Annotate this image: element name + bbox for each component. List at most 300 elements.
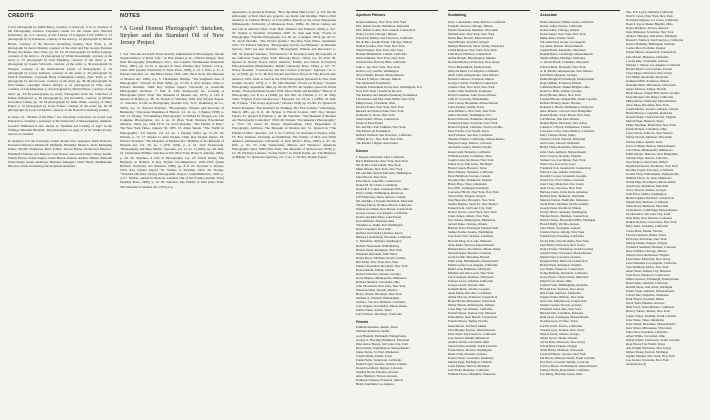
list-item: Barbara Katz, Pittsburgh, Pennsylvania [448, 226, 499, 231]
list-item: Lillian Foster, Birmingham, Alabama [540, 283, 588, 288]
credits-heading: CREDITS [8, 13, 34, 19]
list-item: Marian Sander, Eugene, Oregon [626, 240, 668, 245]
list-item: Thomas Page, Denver, Colorado [626, 155, 668, 160]
list-item: Lucille Grant, Fresno, California [540, 323, 582, 328]
list-item: Joan Wagner, Providence, Rhode Island [356, 304, 407, 309]
list-item: Irving Fleming, Riverside, California [540, 270, 588, 275]
list-item: Helen Ferguson, Charlotte, North Carolina [448, 125, 503, 130]
patrons-heading: Aperture Patrons [356, 13, 386, 17]
list-item: David Lapadula, New York [356, 227, 391, 232]
sustaining-list [448, 20, 530, 376]
list-item: Allen Slater, Kansas City, Missouri [626, 269, 671, 273]
list-item: Martin Faye, Lawrence, Kansas [540, 254, 581, 259]
list-item: Nora Hill, Lexington, Kentucky [448, 185, 489, 190]
list-item: Ross Wood, Fort Worth, Texas [626, 341, 665, 346]
list-item: Elaine Gray, Ann Arbor, Michigan [448, 161, 492, 166]
list-item: Victor Brounshtein, Pennsylvania [448, 64, 491, 69]
list-item: Milton Young, Detroit, Michigan [626, 349, 669, 354]
list-item: Thomas Doyle, Hamden, Connecticut [540, 214, 589, 219]
list-item: Sheldon Baker, Hastings, Nebraska [540, 56, 586, 61]
list-item: William Gordon, Columbus, Ohio [448, 153, 492, 158]
staff-credits-paragraph: In Aperture 115 the following credits should have appeared: Mark Holborn, Executive Director; Michael E. Hoffman, Publisher; Diana C. Stoll, Managing Editor; Phyllis Thompson Reid, Editor; Stevan Baron, Production Director; Elizabeth Ordonez, Art Director; Lisa Rosset, Associate Editor; Nancy Grubb, Wendy Byrne, Jackie Sugrue, Karin Haack, Interns; Andrew Wilkes, Editorial Work-Study; Susan Anderson, Business Manager; Linda Neely, Membership Director; Jason Greenberg, Development Assistant. [8, 139, 112, 168]
list-item: Harold Mead, Coral Gables, Florida [626, 66, 673, 71]
list-item: Irma Riley, New Orleans, Louisiana [626, 216, 672, 221]
list-item: Ann Gale, Middletown, Connecticut [540, 299, 587, 304]
list-item: Gerald Lamb, Honolulu, Hawaii [448, 254, 490, 259]
list-item: Harold Green, Houston, Texas [448, 165, 487, 170]
list-item: David Pierce, Durham, North Carolina [356, 255, 406, 260]
list-item: Clara Meyer, Princeton, New Jersey [626, 70, 673, 75]
list-item: Emily Newman, Bronxville, New York [626, 123, 676, 128]
list-item: Jack Hoffman, Sherman Oaks [356, 219, 395, 224]
list-item: Arthur Marcus, Stamford, Connecticut [448, 295, 498, 300]
list-item: Frank B. Alvarez, Chicago, Illinois [448, 24, 493, 29]
list-item: Norman Goss, El Paso, Texas [540, 319, 578, 324]
list-item: George Dean, Rockford, Illinois [540, 206, 582, 211]
list-item: Jerome Perry, Philadelphia, Pennsylvania [626, 171, 679, 176]
list-item: Stephen Hecht, Phoenix, Arizona [356, 369, 399, 374]
list-item: Joseph Grant, Rochester, New York [448, 157, 494, 162]
list-item: Robert Owen, Louisville, Kentucky [448, 355, 494, 360]
list-item: Douglas Field, Hartford, Connecticut [540, 258, 588, 263]
list-item: Lionel Bergson, New York, New York [448, 48, 497, 53]
list-item: Samuel Keller, Seattle, Washington [448, 230, 494, 235]
list-item: Leonard Boone, Chapel Hill, North Carolina [540, 96, 597, 101]
list-item: Mrs. O.P. Leary, Oakland, California [626, 10, 673, 14]
list-item: Marjorie Bush, Los Angeles, California [448, 68, 499, 73]
list-item: Irene Walsh, Brookline, Massachusetts [626, 321, 676, 326]
list-item: Grace O’Brien, Boston, Massachusetts [626, 143, 676, 148]
list-item: Hazel Stark, Oakland, California [626, 281, 668, 286]
list-item: Susan Sundt, Wilton, Connecticut [356, 117, 400, 122]
list-item: Edward P. Dudley, San Francisco, California [356, 36, 413, 41]
list-item: Jack Murphy, Boston, Massachusetts [448, 327, 496, 332]
list-item: Gordon Rich, Salt Lake City, Utah [626, 212, 671, 217]
list-item: Howard King, St. Louis, Missouri [448, 238, 492, 243]
list-item: Mr. and Mrs. Paul Tishman, New York [356, 125, 406, 130]
list-item: Patricia Drake, Bloomfield Hills, Michigan [540, 218, 596, 223]
list-item: Jean Parks, Berkeley, California [448, 368, 489, 373]
list-item: Alexander Gentry, Miami, Florida [448, 145, 492, 150]
sustaining-heading: Sustaining [448, 13, 467, 17]
list-item: Mrs. Daniel Cohen, New Canaan, Connecticut [356, 28, 416, 33]
list-item: Laura Dennis, Austin, Texas [448, 104, 485, 109]
list-item: Ronald Baird, Cambridge, Massachusetts [540, 52, 593, 57]
list-item: Richard Bradley, Reno, Nevada [540, 100, 581, 105]
list-item: Frank Olsen, Tacoma, Washington [448, 347, 492, 352]
notes-heading: NOTES [120, 13, 141, 19]
list-item: Kenneth L. Block, Wilmington, Delaware [540, 104, 594, 109]
list-item: Norman Brenton, Princeton, New Jersey [448, 60, 500, 65]
list-item: Robert Allen, Chicago, Illinois [540, 28, 580, 33]
list-item: Charles Carroll, Towson, Maryland [540, 137, 586, 142]
list-item: Evelyn Dixon, Spokane, Washington [540, 210, 588, 215]
list-item: Janet Dunn, Scottsdale, Arizona [540, 226, 581, 231]
list-item: Jeanette Isler, Beverly Hills, California [356, 60, 406, 65]
list-item: Eli Sacks, Riverdale, New York [626, 236, 667, 241]
list-item: Allen Cahn, Albuquerque, New Mexico [448, 72, 499, 77]
list-item: Donald Meyer, Kansas City, Missouri [448, 311, 497, 316]
friends-heading: Friends [356, 320, 369, 325]
list-item: Kathleen Mills, Evanston, Illinois [626, 78, 670, 83]
list-item: Bob Grinde, Northampton, Massachusetts [356, 345, 410, 350]
list-item: Lynn Bell, Marietta, Georgia [540, 72, 577, 77]
list-item: Ruth Glass, Lexington, Massachusetts [540, 315, 589, 320]
section-rule [8, 10, 112, 11]
list-item: Robert Edwards, Baltimore, Maryland [448, 117, 497, 122]
list-item: Roland Burke, Stony Brook, New York [540, 113, 591, 118]
list-item: Steven Holt, Eugene, Oregon [448, 194, 486, 199]
list-item: John W. Corcoran, Philadelphia [448, 96, 489, 101]
list-item: Peter J. Alexander, Santa Barbara, California [448, 20, 506, 24]
list-item: Eleanor Rosenthal, Brooklyn, New York [356, 263, 408, 268]
list-item: Michael Azar, New York, New York [448, 32, 495, 37]
list-item: Donna and Marc Hess, Lake Forest [356, 215, 402, 220]
list-item: Janet Brown, New York [356, 174, 387, 179]
list-item: Calvin Tate, Nashville, Tennessee [626, 293, 670, 298]
list-item: Carol May, Sacramento, California [448, 307, 493, 312]
list-item: Philip Morse, Wellesley, Massachusetts [626, 99, 677, 104]
list-item: Martha Ray, Berkeley, California [626, 200, 669, 205]
list-item: Donald Cameron, Evanston, Illinois [448, 76, 494, 81]
list-item: Dorothy Cooper, Savannah, Georgia [540, 173, 587, 178]
credits-column [8, 10, 112, 414]
sustaining-column [448, 10, 530, 414]
notes-article-title: “A Good Honest Photograph”: Steichen, Stryker and the Standard Oil of New Jersey Project [120, 25, 224, 47]
list-item: Joseph Farley, Worcester, Massachusetts [540, 250, 592, 255]
list-item: Joseph Elkins, Dallas, Texas [356, 353, 393, 358]
list-item: Robert Manning, Burlington, Vermont [626, 42, 675, 47]
associate-column [540, 10, 620, 414]
list-item: Walter Norton, Madison, Wisconsin [626, 135, 672, 140]
list-item: Leonard Harper, Syosset, New York [540, 351, 586, 356]
list-item: Susan Hodges, New York, New York [356, 48, 404, 53]
list-item: Philip Ames, Dallas, Texas [540, 36, 575, 41]
list-item: Leon Sherman, Los Angeles, California [626, 260, 677, 265]
list-item: Michael and Jane Lewis, New York [448, 270, 494, 275]
list-item: Alan Cross, Syracuse, New York [540, 185, 582, 190]
list-item: Helen Marsh, Milwaukee, Wisconsin [448, 299, 496, 304]
list-item: Bernard and Sharon Stein, New York [356, 109, 404, 114]
list-item: Nancy Evans, Charleston, South Carolina [540, 246, 594, 251]
list-item: Dennis Byrne, Hoboken, New Jersey [540, 121, 588, 126]
list-item: Peter Fischer, Fort Worth, Texas [448, 129, 490, 134]
list-item: Donald Nagle, Charlottesville, Virginia [626, 115, 677, 120]
list-item: Vincent Gray, Trenton, New Jersey [540, 327, 585, 332]
list-item: Alan DiMarco, New York, New York [448, 109, 496, 114]
list-item: Katherine S. Stone, New York [356, 113, 395, 118]
list-item: Richard Wolfson, San Francisco, California [356, 133, 412, 138]
list-item: Harvey Turner, Albany, New York [626, 309, 670, 314]
list-item: Peter Collins, Wilmington, Delaware [356, 190, 404, 195]
list-item: Burton Olson, Rochester, New York [356, 247, 402, 252]
list-item: Tiffany & Co., New York, New York [356, 137, 404, 142]
list-item: Gloria Ellis, New Rochelle, New York [540, 238, 590, 243]
list-item: Peter Nash, San Francisco, California [448, 331, 496, 336]
list-item: Harold Duffy, Wichita, Kansas [540, 222, 580, 227]
list-item: Lisa Nesson and Mrs. Anne Miller, New York [356, 96, 415, 101]
notes-column [120, 10, 224, 414]
list-item: Ruth Thayer, Portland, Maine [626, 297, 664, 302]
list-item: Richard Knox, Providence, Rhode Island [448, 246, 501, 251]
list-item: Frank Eaton, Pasadena, California [540, 234, 584, 239]
list-item: Edith Lang, Philadelphia, Pennsylvania [448, 258, 499, 263]
list-item: Albert Gross, Skokie, Illinois [540, 335, 578, 340]
list-item: Pamela Anderson, Madison, Wisconsin [448, 28, 499, 33]
list-item: Lee Henry, Bowling Green, Ohio [540, 372, 583, 377]
list-item: Doris Shapiro, Minneapolis, Minnesota [356, 275, 407, 280]
list-item: Karen Alpert, New York, New York [540, 32, 586, 37]
list-item: Daniel Fogel, Toronto, Ontario, Canada [356, 361, 407, 366]
list-item: Howard Fox, Teaneck, New Jersey [540, 287, 585, 292]
list-item: Roy Hart, Colorado Springs, Colorado [540, 359, 590, 364]
list-item: Maurice Dalton, Nashville, Tennessee [540, 198, 589, 203]
list-item: Paul E. Lewis, New York, New York [626, 14, 673, 19]
list-item: Eric Jensen, Minneapolis, Minnesota [448, 218, 496, 223]
list-item: Nina Tracy, Santa Barbara, California [626, 305, 675, 310]
list-item: Anonymous (4) [626, 362, 647, 367]
list-item: Paul Emery, Princeton, New Jersey [540, 242, 585, 247]
list-item: Robert Coleman, Lake Forest, Illinois [448, 92, 497, 97]
list-item: Edward Bean, Brooklyn, New York [540, 64, 586, 69]
list-item: Lawrence Hirsch, New York, New York [448, 189, 499, 194]
list-item: John Boyd, Hartford, Connecticut [448, 52, 492, 57]
list-item: Peter Buck, Lakeville, Connecticut [356, 178, 401, 183]
list-item: A. D. Becker, Albuquerque, New Mexico [540, 68, 593, 73]
list-item: Frank Fields, Sunnyvale, California [356, 357, 402, 362]
list-item: George Greene, Los Angeles, California [356, 211, 408, 216]
list-item: Estate of Paul Strand [356, 121, 383, 126]
list-item: Grace Flynn, Chevy Chase, Maryland [540, 274, 589, 279]
list-item: C. Nelleman, Olympia, Washington [356, 239, 402, 244]
list-item: Frederick Colt, Greenwich, Connecticut [540, 165, 592, 170]
list-item: Julia Price, Seattle, Washington [626, 192, 667, 197]
list-item: Brian Moore, Chapel Hill, North Carolina [626, 90, 680, 95]
list-item: Mr. and Mrs. Robert Mnookin, Washington [356, 170, 412, 175]
list-item: Richard Dale, Bethesda, Maryland [540, 194, 585, 199]
list-item: National Endowment for the Arts, Washington, D.C. [356, 84, 423, 89]
list-item: James Doolittle, Washington, D.C. [448, 113, 493, 118]
list-item: Robert Anthoine, New York, New York [356, 20, 407, 24]
list-item: Frances Lowe, Oakland, California [448, 279, 493, 283]
list-item: William Pearce, Memphis, Tennessee [448, 372, 496, 377]
list-item: Leo Fisher, Westport, Connecticut [540, 266, 584, 271]
list-item: Ellen Cole, Iowa City, Iowa [540, 161, 576, 166]
list-item: Michael A. Umbach, Philadelphia [356, 296, 400, 301]
list-item: Kurt Weber, Milwaukee, Wisconsin [626, 325, 672, 330]
list-item: Catherine Black, Shaker Heights, Ohio [540, 84, 590, 89]
list-item: Sara Parker, Lake Forest, Illinois [626, 159, 669, 164]
list-item: Frederick Saunders, Boulder, Colorado [626, 244, 676, 249]
list-item: Ann Porter, Baltimore, Maryland [626, 184, 669, 189]
list-item: Robert Jacobs, Great Neck, New York [448, 210, 497, 215]
list-item: Eugene Fuller, Buffalo, New York [540, 295, 584, 300]
list-item: Ann Flanders, San Jose, California [448, 133, 493, 138]
list-item: John Silverstein, New York, New York [356, 284, 406, 288]
list-item: Joan Kent, New Orleans, Louisiana [448, 234, 494, 239]
list-item: Jeff Edmonson, Reno, Alberta, Canada [356, 194, 406, 199]
list-item: Russell J. Mallory, San Francisco, California [626, 38, 684, 43]
list-item: Dorothy Payne, Palo Alto, California [626, 167, 674, 172]
list-item: Lawrence Carey, Santa Monica, California [540, 129, 595, 134]
list-item: Oscar Todd, Phoenix, Arizona [626, 301, 665, 306]
list-item: Daniel Berghoff, Pittsburgh, Pennsylvania [540, 76, 594, 81]
list-item: Stanley Garner, Tucson, Arizona [540, 303, 582, 308]
list-item: George Lynch, Dayton, Ohio [448, 283, 486, 288]
list-item: Gary Bianchi, Pittsburgh, Pennsylvania [356, 333, 407, 338]
list-item: Daniel Irwin, Salt Lake City, Utah [448, 206, 492, 211]
list-item: Michael Anderson, Seattle [356, 329, 390, 334]
list-item: Leslie Cohn, Nashville, Tennessee [448, 88, 492, 93]
list-item: Mr. & Mrs. Joseph Friend, Chicago, Illinois [356, 40, 412, 45]
friends-list [356, 325, 438, 386]
section-rule [356, 10, 438, 11]
list-item: Bernard Gill, Columbia, Missouri [540, 311, 584, 316]
list-item: Elizabeth Ostrander, Mill Valley [356, 251, 398, 256]
list-item: Paul Horowitz, Brooklyn, New York [448, 198, 495, 203]
list-item: Edna West, Pasadena, California [626, 329, 668, 334]
list-item: Henry Kaufman, Los Angeles [356, 382, 395, 387]
list-item: Irene Morris, Portland, Maine [448, 323, 487, 328]
list-item: Joan Snow, Westport, Connecticut [626, 273, 670, 278]
list-item: Helen Murray, Louisville, Kentucky [626, 111, 673, 116]
credits-body: Cover photograph by Judith Barry, courtesy of artist; pp. 3, 6–11 courtesy of the Photography Archive, Carpenter Center for the Visual Arts, Harvard University; pp. 4–5 courtesy of The Library of Congress, LOT 10856; p. 13 photograph by Sy Kattelson, courtesy of the artist; p. 14 photograph by Harold Harris, courtesy of the Howard Greenberg Gallery, New York; p. 18 photograph by Aaron Siskind, courtesy of the artist and The George Eastman House, Rochester, New York; pp. 19, 23, 29 photographs by Arthur Leipzig, courtesy of the artist; p. 24 photograph by Walter Rosenblum, courtesy of the artist; p. 25 photograph by Jack Manning, courtesy of the artist; p. 26 photograph by Joseph Schwartz, courtesy of the artist; p. 30 photograph by Weegee, courtesy of the International Center of Photography; p. 33 photograph by Lucas Samaras, courtesy of the artist; p. 36 photograph by Patrick Faulhaber, copyright Betty Cuningham Gallery, New York; p. 37 photograph by Jan Groover, courtesy of the artist; pp. 38–40 photographs by Dan Weiner, copyright Sandra Weiner; p. 41 photograph by Nina Leen, courtesy of Life Magazine; p. 42 photograph by Martin Elkort, courtesy of the artist; pp. 43–48 photographs by Garry Winogrand, from the collection of Eileen Winogrand; p. 49 photograph by Sid Grossman, courtesy of Miriam Grossman Cohen; pp. 50–54 photographs by Ruth Orkin, courtesy of Mary Engel; p. 55 photograph by Louis Faurer, courtesy of the artist; pp. 56–58 photographs by Leon Levinstein, courtesy of the Howard Greenberg Gallery. [8, 25, 112, 113]
list-item: Henry Hays, Tulsa, Oklahoma [448, 181, 487, 186]
list-item: Frances Hayes, Northampton, Massachusetts [540, 363, 598, 368]
list-item: Warren Cook, Omaha, Nebraska [540, 169, 582, 174]
list-item: Norman Lindgren, Los Gatos, California [626, 18, 679, 23]
list-item: Henry Tucker, Brooklyn, New York [356, 292, 402, 297]
list-item: Samuel Coe, Larchmont, New York [540, 157, 586, 162]
list-item: Albert White, Cleveland, Ohio [626, 333, 666, 338]
list-item: David & F. Cohen, Cuyahoga Falls, Ohio [356, 186, 409, 191]
associate-continued-column [626, 10, 704, 414]
list-item: David Baer, Boston, Massachusetts [448, 36, 494, 41]
list-item: Helen Finch, Arlington, Virginia [540, 262, 582, 267]
list-item: Alice Moss, Brooklyn, New York [626, 103, 669, 108]
list-item: Daniel Abelson, Walnut Creek, California [540, 20, 594, 24]
list-item: Andrew Nolan, Cleveland, Ohio [448, 339, 490, 344]
list-item: Victor Powell, Atlanta, Georgia [626, 188, 667, 193]
list-item: Michael J. Mayer, Los Angeles, California [626, 62, 681, 67]
list-item: Lydia Reese, Cambridge, Massachusetts [626, 208, 678, 213]
list-item: Wilson Goodman, New Haven, Connecticut [356, 207, 413, 212]
list-item: Ernest Martin, Greenwich, Connecticut [626, 50, 677, 55]
list-item: Bruce Haines, Sausalito, California [448, 169, 494, 174]
list-item: Martha Page, Burlington, Vermont [448, 359, 493, 364]
list-item: Carl Lindgren, Madison, Wisconsin [448, 274, 494, 279]
list-item: Barbara Curtis, Little Rock, Arkansas [540, 189, 588, 194]
aperture-patrons-column [356, 10, 438, 414]
list-item: Agnes Monroe, Tampa, Florida [626, 86, 666, 91]
list-item: Wallace Heath, Bakersfield, California [540, 368, 590, 373]
donors-list [356, 155, 438, 317]
list-item: Leo Zucker, Scarsdale, New York [626, 358, 669, 363]
list-item: Lowell May, Scottsdale, Arizona [626, 58, 668, 63]
list-item: Patricia Parker, New York, New York [356, 104, 404, 109]
list-item: Harry Bloom, Ithaca, New York [540, 92, 581, 97]
list-item: Arthur J. Vaccaro, Belmont, California [356, 300, 406, 305]
notes-body: 1. See “The Record Itself: Farm Security Administration Photography and the Transformation of Rural Life,” in Pete Daniel et al., Official Images: New Deal Photography (Washington, D.C., and London: Smithsonian Institution Press, 1987), pp. 15–35. 2. Quoted in Steve Plattner, Roy Stryker: U.S.A., 1943–1950 (Austin: University of Texas Press, 1983), p. 14. 3. Ibid., p. 21. 4. Edward Steichen, ed., The Bitter Years: 1935–1941 (New York: The Museum of Modern Art, 1962), n.p. 5. Christopher Phillips, “The Judgment Seat of Photography,” October 22 (Fall 1982), pp. 27–63. 6. Roy Stryker, letter to Edward Steichen, 1948, Roy Stryker Papers, University of Louisville Photographic Archives. 7. Ibid. 8. John Szarkowski, ed., Looking at Photographs (New York: The Museum of Modern Art, 1973), p. 142. 9. Quoted in Plattner, p. 38. 10. Stryker to Steichen, 1950, Roy Stryker Papers. 11. Steichen, A Life in Photography (Garden City, N.Y.: Doubleday & Co., 1963), n.p. 12. Edward Steichen, “Photography: Witness and Recorder of Humanity,” Wisconsin Magazine of History, vol. 41, no. 3 (Spring 1958), p. 160. 13. Stryker, “Documentary Photography,” in Willard D. Morgan, ed., The Complete Photographer, vol. 4, no. 21 (New York: National Educational Alliance, 1942), pp. 1364–1374. 14. Jacob Deschin, “The Family of Man,” The New York Times, January 30, 1955. 15. Allan Sekula, “The Traffic in Photographs,” Art Journal, vol. 41, no. 1 (Spring 1981), pp. 15–25. 16. Plattner, p. 72. 17. Stryker to John Vachon, 1949, Roy Stryker Papers. 18. Edward Steichen, “The Museum of Modern Art,” Bulletin of the Museum of Modern Art, vol. 20, no. 1 (Fall 1952), p. 4. 19. John Szarkowski, “Photography and Mass Media,” Aperture, vol. 13, no. 3 (1967), n.p. 20. Ibid. 21. Christopher Phillips, Steichen at War (New York: Harry N. Abrams, 1981), p. 29. 22. Steichen, A Life in Photography, n.p. 23. Ulrich Keller, The Highway as Habitat: A Roy Stryker Documentation, 1943–1955 (Santa Barbara: University Art Museum, 1986), pp. 8–9. 24. Steichen to Stryker, 1953, Roy Stryker Papers. 25. Stryker to Steichen, 1953. 26. Stryker, “Standard Oil (New Jersey) Photographic Project,” unpublished ms., 1947, p. 4. 27. Stryker, quoted in Nicholas Lemann, Out of the Forties (Austin: Texas Monthly Press, 1983), p. 12. 28. Steichen, The Family of Man (New York: The Museum of Modern Art, 1955), n.p. [120, 51, 224, 189]
list-item: Mary Carlson, Boise, Idaho [540, 133, 576, 138]
list-item: Anne Klein, Newton, Massachusetts [448, 242, 495, 247]
list-item: Martin Lerner, Los Angeles, California [448, 262, 498, 267]
list-item: Frank Nichols, Columbus, Ohio [626, 127, 667, 132]
list-item: Mr. and Mrs. J. Epstein, Bethesda, Maryland [356, 199, 414, 204]
list-item: Pearl Shaw, Montclair, New Jersey [626, 256, 671, 261]
notes-continued-body: department, is quoted in Plattner, “How the Other Half Lives,” p. 174. On the philosophy of New Deal arts projects, see Karal Ann Marling, Wall-to-Wall America: A Cultural History of Post-Office Murals in the Great Depression (Minneapolis: University of Minnesota Press, 1982). 29. Oliver Larkin, Art and Life in America (New York: Holt, Rinehart and Winston, 1960), p. 417. 30. Stryker to Steichen, November 1948. 31. Jean Ann Daly, “Poetry in Photography,” Popular Photography, vol. 29, no. 2 (August 1951), pp. 46–51. 32. Jacob Deschin, “The Picture Speaks,” The New York Times, September 1951. 33. Edward Steichen, “Photography and the Art Museum,” in Museum Service, 1947; see also Steichen, “Photography: Witness and Recorder,” p. 160. 34. Edward Steichen, “Introduction,” in Jacquelyn Judd, Photographs of the American Scene (New York: Harcourt Brace, 1952), n.p. 35. Ibid. 36. Quoted in Wendy Kozol, Life’s America: Family and Nation in Postwar Photojournalism (Philadelphia: Temple University Press, 1994), p. 127. 37. Nancy Newhall, “Controversy and the Creative Concepts,” Aperture, vol. 2, no. 2 (1953), pp. 3–13. 38. Roy Stryker and Nancy Wood, In This Proud Land: America 1935–1943 as Seen in the FSA Photographs (Greenwich: New York Graphic Society, 1973), p. 7. 39. John Durniak, “Focus on Stryker,” Popular Photography, September 1962, pp. 60–65, 80–83. 40. Stryker, quoted in Ulrich Keller, “Photojournalism Around 1950: Ideas, Ideals and Realities,” History of Photography, vol. 8, no. 4 (1984), pp. 341–365. 41. Plattner, p. 17. 42. Sally Stein, “Figures of the Unconscious,” Exposure, vol. 23, no. 1 (1985). 43. Ibid. 44. Fortune, “The Jersey Approach,” October 1948, pp. 93–98. 45. Quoted in Edwin Rosskam, “Not Intended for Framing: The FSA Archive,” Afterimage, March 1981, pp. 9–11. 46. Stryker to Harold Corsini, 1947, Roy Stryker Papers. 47. Quoted in Plattner, p. 46. 48. Steichen, “The Museum of Modern Art Photography Collection,” 1950. 49. Stryker, “Documentary Photography,” p. 1372. 50. Grace M. Mayer, memorandum, 1952, Department of Photography Archives, The Museum of Modern Art. 51. Quoted in “The Family of Man,” Aperture, vol. 3, no. 2 (1955). 52. Steichen to Stryker, 1954. 53. Eric Sandeen, Picturing an Exhibition: The Family of Man and 1950s America (Albuquerque: University of New Mexico Press, 1995), p. 45. 54. Ibid., p. 62. 55. John Szarkowski, Mirrors and Windows: American Photography Since 1960 (New York: The Museum of Modern Art, 1978), p. 12. 56. Nicholas Lemann, “Going North,” in Ulrich Keller, ed., The Highway as Habitat. 57. Quoted in Aperture, vol. 3, no. 2. 58. Roy Stryker Papers. [232, 10, 336, 160]
list-item: David Cox, Fort Collins, Colorado [540, 177, 585, 182]
patrons-list [356, 20, 438, 145]
list-item: Edwin Hall, Eugene, Oregon [540, 343, 577, 348]
list-item: Arnold Kane, Chicago, Illinois [448, 222, 488, 227]
list-item: Alma Hardy, Madison, Wisconsin [540, 347, 584, 352]
list-item: Ida Harris, Winston-Salem, North Carolina [540, 355, 595, 360]
list-item: Karen Gold, Berkeley, California [448, 149, 491, 154]
list-item: Richard Nussbaum, Williamsburg [356, 243, 400, 248]
list-item: Kathleen Johnson, Evanston, Illinois [356, 378, 403, 383]
list-item: Louise Marr, Portland, Oregon [626, 46, 666, 51]
list-item: Margaret Gage, Denver, Colorado [448, 141, 492, 146]
list-item: Alice Brooks, Concord, New Hampshire [540, 109, 592, 114]
list-item: Daniel M. B. Cohen, Larchmont [356, 182, 398, 187]
associate-continued-list [626, 10, 704, 366]
list-item: Robert Rubin, Miami, Florida [356, 267, 395, 272]
list-item: The Anne Ellis Group, Los Angeles [540, 40, 586, 45]
list-item: Bill Potter, New York, New York [356, 259, 399, 264]
list-item: Dana Morgan, San Diego, California [626, 94, 674, 99]
list-item: Nathan Roberts, Great Neck, New York [626, 220, 677, 225]
list-item: Ruth Levin, Baltimore, Maryland [448, 266, 491, 271]
list-item: Ada Wright, Princeton, New Jersey [626, 345, 672, 350]
list-item: Mrs. Robert Ascher, Baltimore, Maryland [356, 24, 410, 29]
list-item: Edward F. Mayer, Chicago, Illinois [356, 76, 401, 81]
list-item: Joseph Bader, Annapolis, Maryland [540, 48, 586, 53]
list-item: Linda James, Albany, New York [448, 214, 490, 219]
list-item: Elizabeth Gates, Rye, New York [540, 307, 582, 312]
list-item: The Westwood Foundation [356, 129, 391, 134]
list-item: Laura Noble, Santa Fe, New Mexico [626, 131, 673, 136]
list-item: Peter Amos Brown, Salt Lake City, Utah [356, 341, 408, 346]
list-item: Vera Simmons, Ithaca, New York [626, 264, 669, 269]
list-item: William Albanese, Austin, Texas [356, 325, 398, 330]
list-item: Ann Carter, Lincoln, Nebraska [540, 141, 580, 146]
list-item: Hosmer Hindmarch, Carmel, California [356, 52, 407, 57]
list-item: J. Morgan Alexander, Ojai, California [356, 154, 405, 159]
list-item: Alfred Marks, Boston, Massachusetts [356, 72, 404, 77]
list-item: Arthur Brandt, Bloomington, Indiana [448, 56, 496, 61]
list-item: Betty Rose, Sausalito, California [626, 224, 668, 229]
list-item: Mildred Pierce, St. Paul, Minnesota [626, 175, 672, 180]
list-item: Barry Rabinowitz, New York, New York [356, 158, 408, 163]
list-item: Ronald Stone, Ann Arbor, Michigan [626, 285, 673, 290]
donors-heading: Donors [356, 149, 368, 154]
list-item: Roger Biddle, Evanston, Illinois [540, 80, 582, 85]
list-item: Walter Weiss, Austin, Texas [356, 308, 392, 313]
list-item: Julie Cotton, Brookline, Massachusetts [448, 100, 498, 105]
section-rule [540, 10, 620, 11]
list-item: Raymond Parsons, Rochester, New York [626, 163, 678, 168]
associate-list [540, 20, 620, 376]
list-item: Sylvia Hale, Princeton, New Jersey [540, 339, 586, 344]
list-item: Roger Madison, Tucson, Arizona [626, 26, 669, 31]
list-item: Sandra Hughes, Santa Fe, New Mexico [448, 202, 499, 207]
list-item: Mabel Wilder, Charleston, South Carolina [626, 337, 680, 342]
list-item: Stuart Reed, Bethesda, Maryland [626, 204, 669, 209]
list-item: Peter Hamilton, Toronto, Canada [448, 173, 491, 178]
list-item: Arthur Pike, Providence, Rhode Island [626, 179, 676, 184]
list-item: Herbert Quinn, Hartford, Connecticut [626, 196, 675, 201]
